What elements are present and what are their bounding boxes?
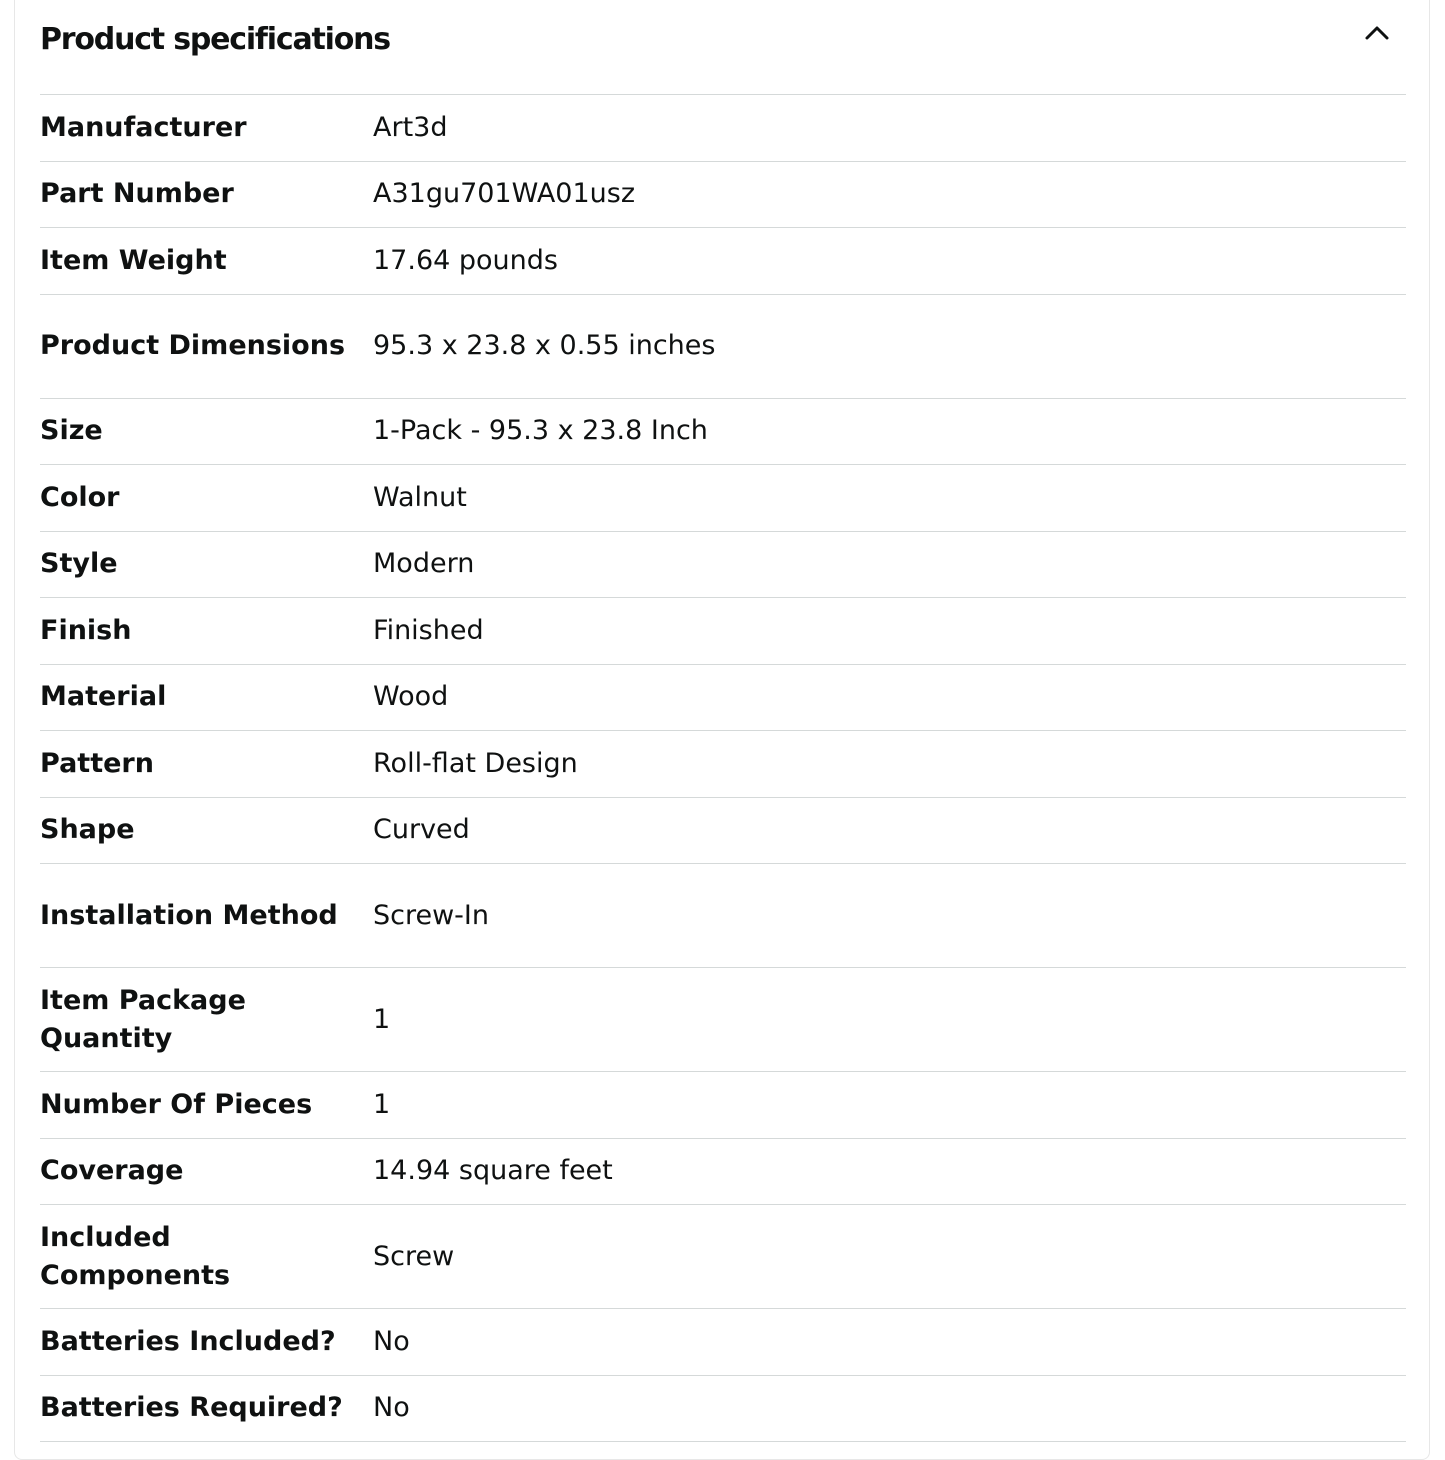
spec-label: Installation Method	[40, 899, 338, 931]
spec-value: Curved	[373, 814, 470, 846]
spec-value: No	[373, 1325, 410, 1357]
spec-label: Batteries Required?	[40, 1392, 343, 1424]
spec-value: Walnut	[373, 481, 467, 513]
specifications-table	[40, 94, 1406, 1442]
spec-value: No	[373, 1392, 410, 1424]
spec-value: Modern	[373, 548, 475, 580]
spec-value: 17.64 pounds	[373, 244, 558, 276]
spec-label: Finish	[40, 614, 132, 646]
table-row	[40, 532, 1406, 599]
spec-value: 14.94 square feet	[373, 1155, 613, 1187]
spec-value: 1	[373, 1003, 391, 1035]
table-row	[40, 1205, 1406, 1309]
spec-label: Item Weight	[40, 244, 227, 276]
spec-value: 1	[373, 1088, 391, 1120]
table-row	[40, 1139, 1406, 1206]
section-title: Product specifications	[40, 22, 390, 57]
table-row	[40, 228, 1406, 295]
table-row	[40, 864, 1406, 968]
spec-label: Color	[40, 481, 120, 513]
table-row	[40, 1309, 1406, 1376]
spec-label: Material	[40, 681, 167, 713]
spec-value: Wood	[373, 681, 449, 713]
spec-label: Batteries Included?	[40, 1325, 336, 1357]
table-row	[40, 95, 1406, 162]
spec-label: Product Dimensions	[40, 330, 346, 361]
table-row	[40, 731, 1406, 798]
table-row	[40, 1072, 1406, 1139]
spec-value: Art3d	[373, 111, 448, 143]
spec-label: Part Number	[40, 178, 234, 210]
table-row	[40, 665, 1406, 732]
spec-value: Screw	[373, 1240, 455, 1272]
spec-value: 95.3 x 23.8 x 0.55 inches	[373, 330, 716, 361]
table-row	[40, 1376, 1406, 1443]
spec-label: Shape	[40, 814, 135, 846]
spec-label: Included Components	[40, 1221, 231, 1291]
table-row	[40, 968, 1406, 1072]
spec-label: Item Package Quantity	[40, 984, 246, 1054]
table-row	[40, 162, 1406, 229]
section-header[interactable]	[40, 0, 1406, 94]
spec-label: Size	[40, 415, 103, 447]
table-row	[40, 295, 1406, 399]
spec-value: A31gu701WA01usz	[373, 178, 636, 210]
spec-label: Style	[40, 548, 118, 580]
spec-label: Coverage	[40, 1155, 184, 1187]
spec-value: 1-Pack - 95.3 x 23.8 Inch	[373, 415, 708, 447]
spec-label: Number Of Pieces	[40, 1088, 313, 1120]
spec-label: Manufacturer	[40, 111, 247, 143]
spec-value: Finished	[373, 614, 484, 646]
table-row	[40, 598, 1406, 665]
chevron-up-icon[interactable]	[1362, 18, 1392, 48]
table-row	[40, 399, 1406, 466]
spec-label: Pattern	[40, 747, 154, 779]
table-row	[40, 465, 1406, 532]
spec-value: Roll-flat Design	[373, 747, 578, 779]
table-row	[40, 798, 1406, 865]
spec-value: Screw-In	[373, 899, 490, 931]
